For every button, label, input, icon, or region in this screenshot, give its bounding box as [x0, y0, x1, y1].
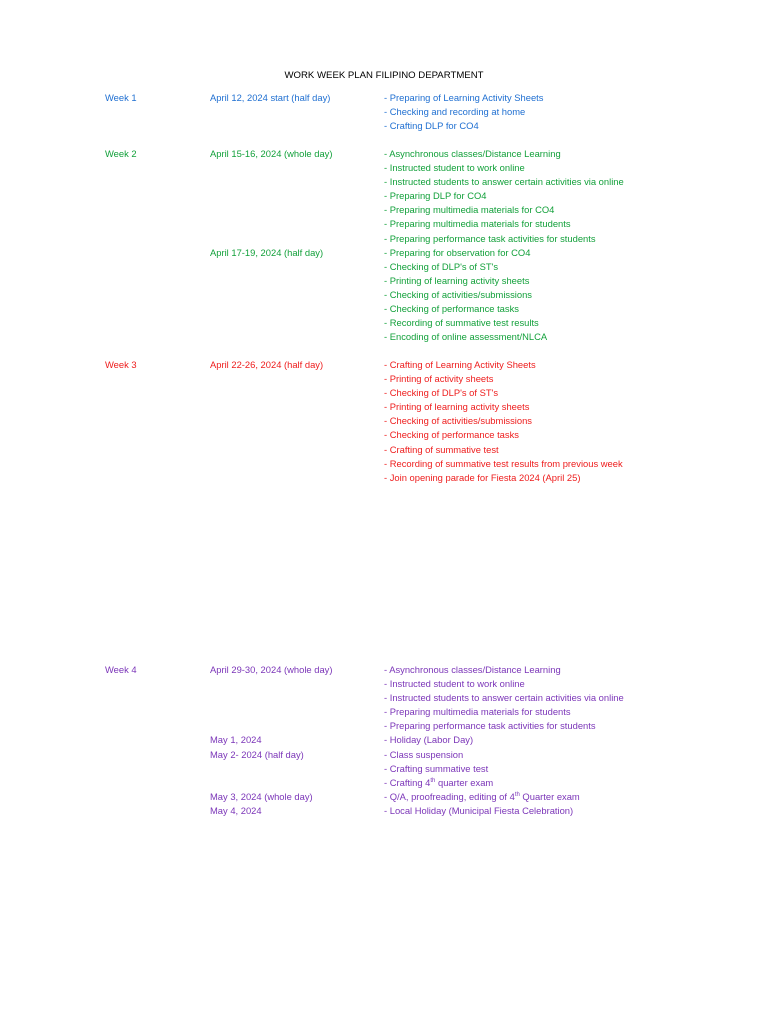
week-dates	[210, 358, 323, 372]
task-item: - Printing of learning activity sheets	[384, 274, 530, 286]
task-item: - Q/A, proofreading, editing of 4th Quarter exam	[384, 790, 580, 802]
task-item: - Preparing for observation for CO4	[384, 246, 531, 258]
task-list	[384, 358, 623, 485]
date-entry: May 3, 2024 (whole day)	[210, 790, 313, 802]
task-item: - Crafting 4th quarter exam	[384, 776, 494, 788]
task-item: - Instructed students to answer certain activities via online	[384, 692, 624, 704]
task-item: - Preparing DLP for CO4	[384, 190, 487, 202]
task-item: - Checking and recording at home	[384, 106, 526, 118]
task-item: - Recording of summative test results from previous week	[384, 457, 623, 469]
week-label: Week 1	[105, 92, 137, 103]
task-item: - Asynchronous classes/Distance Learning	[384, 148, 561, 159]
page-title: WORK WEEK PLAN FILIPINO DEPARTMENT	[284, 70, 484, 81]
week-dates	[210, 91, 330, 105]
task-list	[384, 91, 543, 133]
date-entry: April 12, 2024 start (half day)	[210, 92, 331, 103]
task-item: - Crafting summative test	[384, 762, 489, 774]
task-list	[384, 147, 624, 344]
task-item: - Holiday (Labor Day)	[384, 734, 474, 746]
task-item: - Instructed student to work online	[384, 162, 525, 174]
task-item: - Printing of learning activity sheets	[384, 401, 530, 413]
task-item: - Preparing performance task activities for students	[384, 232, 596, 244]
task-item: - Crafting of Learning Activity Sheets	[384, 359, 536, 370]
task-item: - Class suspension	[384, 748, 464, 760]
task-item: - Asynchronous classes/Distance Learning	[384, 664, 561, 675]
task-item: - Local Holiday (Municipal Fiesta Celebration)	[384, 804, 574, 816]
week-dates	[210, 147, 332, 260]
task-item: - Instructed students to answer certain activities via online	[384, 176, 624, 188]
task-item: - Checking of activities/submissions	[384, 415, 532, 427]
task-item: - Checking of DLP's of ST's	[384, 387, 499, 399]
task-item: - Preparing performance task activities for students	[384, 720, 596, 732]
date-entry: April 29-30, 2024 (whole day)	[210, 664, 333, 675]
task-item: - Recording of summative test results	[384, 317, 539, 329]
week-dates	[210, 663, 332, 818]
task-item: - Checking of performance tasks	[384, 429, 519, 441]
week-label: Week 3	[105, 359, 137, 370]
date-entry: May 4, 2024	[210, 804, 262, 816]
task-item: - Checking of performance tasks	[384, 303, 519, 315]
task-item: - Preparing multimedia materials for CO4	[384, 204, 555, 216]
task-item: - Join opening parade for Fiesta 2024 (April 25)	[384, 471, 581, 483]
task-item: - Printing of activity sheets	[384, 373, 494, 385]
task-item: - Preparing of Learning Activity Sheets	[384, 92, 544, 103]
date-entry: April 22-26, 2024 (half day)	[210, 359, 324, 370]
task-item: - Crafting of summative test	[384, 443, 499, 455]
task-item: - Checking of DLP's of ST's	[384, 260, 499, 272]
week-label: Week 4	[105, 664, 137, 675]
task-item: - Checking of activities/submissions	[384, 288, 532, 300]
task-item: - Encoding of online assessment/NLCA	[384, 331, 548, 343]
date-entry: April 15-16, 2024 (whole day)	[210, 148, 333, 159]
task-item: - Preparing multimedia materials for students	[384, 706, 571, 718]
date-entry: April 17-19, 2024 (half day)	[210, 246, 324, 258]
date-entry: May 2- 2024 (half day)	[210, 748, 304, 760]
task-list	[384, 663, 624, 818]
task-item: - Preparing multimedia materials for students	[384, 218, 571, 230]
task-item: - Crafting DLP for CO4	[384, 120, 479, 132]
week-label: Week 2	[105, 148, 137, 159]
task-item: - Instructed student to work online	[384, 678, 525, 690]
date-entry: May 1, 2024	[210, 734, 262, 746]
